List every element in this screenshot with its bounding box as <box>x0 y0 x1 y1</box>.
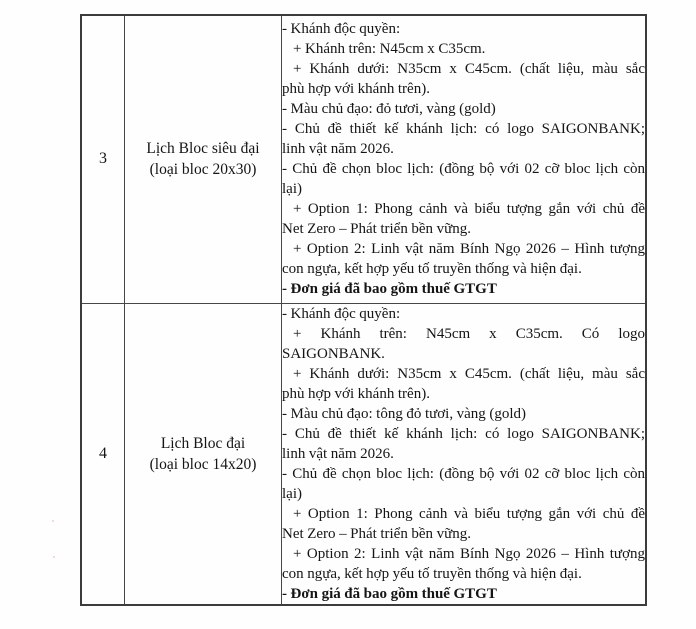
product-name-line: Lịch Bloc đại <box>160 434 246 452</box>
detail-line: + Option 2: Linh vật năm Bính Ngọ 2026 – Hình tượng <box>293 545 645 562</box>
detail-item <box>282 324 645 364</box>
detail-line: + Khánh dưới: N35cm x C45cm. (chất liệu, màu sắc <box>293 365 645 382</box>
detail-line: - Chủ đề thiết kế khánh lịch: có logo SAIGONBANK; <box>282 121 645 138</box>
detail-item <box>282 424 645 464</box>
detail-item <box>282 199 645 239</box>
detail-line: + Khánh trên: N45cm x C35cm. <box>293 41 486 58</box>
scan-speck <box>52 520 54 522</box>
product-name-cell <box>125 303 282 605</box>
table-row <box>81 303 646 605</box>
row-number-cell: 3 <box>81 15 125 303</box>
detail-item <box>282 544 645 584</box>
detail-line: + Option 1: Phong cảnh và biểu tượng gắn với chủ đề <box>293 505 645 522</box>
detail-line: con ngựa, kết hợp yếu tố truyền thống và hiện đại. <box>282 261 582 278</box>
detail-item <box>282 39 645 59</box>
detail-item <box>282 584 645 604</box>
detail-line: - Chủ đề chọn bloc lịch: (đồng bộ với 02 cỡ bloc lịch còn <box>282 161 645 178</box>
detail-line: phù hợp với khánh trên). <box>282 385 430 402</box>
detail-line: - Khánh độc quyền: <box>282 305 401 322</box>
detail-line: - Màu chủ đạo: tông đỏ tươi, vàng (gold) <box>282 405 527 422</box>
table-row <box>81 15 646 303</box>
detail-line: linh vật năm 2026. <box>282 445 394 462</box>
detail-item <box>282 99 645 119</box>
detail-line: - Khánh độc quyền: <box>282 21 401 38</box>
detail-line: lại) <box>282 485 302 502</box>
detail-item <box>282 239 645 279</box>
detail-item <box>282 364 645 404</box>
detail-line: Net Zero – Phát triển bền vững. <box>282 221 471 238</box>
detail-line: - Chủ đề thiết kế khánh lịch: có logo SAIGONBANK; <box>282 425 645 442</box>
detail-line: con ngựa, kết hợp yếu tố truyền thống và hiện đại. <box>282 565 582 582</box>
detail-line: - Màu chủ đạo: đỏ tươi, vàng (gold) <box>282 101 496 118</box>
scan-speck <box>53 556 55 558</box>
detail-item <box>282 404 645 424</box>
detail-line: lại) <box>282 181 302 198</box>
detail-item <box>282 504 645 544</box>
detail-line: phù hợp với khánh trên). <box>282 81 430 98</box>
detail-line: + Option 2: Linh vật năm Bính Ngọ 2026 – Hình tượng <box>293 241 645 258</box>
product-name-line: (loại bloc 14x20) <box>149 455 257 473</box>
detail-item <box>282 464 645 504</box>
detail-line: - Chủ đề chọn bloc lịch: (đồng bộ với 02 cỡ bloc lịch còn <box>282 465 645 482</box>
product-name-line: Lịch Bloc siêu đại <box>146 140 260 158</box>
detail-line: linh vật năm 2026. <box>282 141 394 158</box>
row-number-cell: 4 <box>81 303 125 605</box>
detail-item <box>282 119 645 159</box>
detail-line: SAIGONBANK. <box>282 345 385 362</box>
detail-line: + Option 1: Phong cảnh và biểu tượng gắn với chủ đề <box>293 201 645 218</box>
detail-line-total: - Đơn giá đã bao gồm thuế GTGT <box>282 281 497 298</box>
detail-line-total: - Đơn giá đã bao gồm thuế GTGT <box>282 585 497 602</box>
detail-item <box>282 19 645 39</box>
product-name-line: (loại bloc 20x30) <box>149 161 257 179</box>
detail-line: Net Zero – Phát triển bền vững. <box>282 525 471 542</box>
product-details-cell <box>282 15 647 303</box>
product-spec-table <box>80 14 647 606</box>
detail-line: + Khánh trên: N45cm x C35cm. Có logo <box>293 325 645 342</box>
product-name-cell <box>125 15 282 303</box>
detail-item <box>282 59 645 99</box>
detail-line: + Khánh dưới: N35cm x C45cm. (chất liệu, màu sắc <box>293 61 645 78</box>
product-details-cell <box>282 303 647 605</box>
detail-item <box>282 159 645 199</box>
detail-item <box>282 279 645 299</box>
detail-item <box>282 304 645 324</box>
